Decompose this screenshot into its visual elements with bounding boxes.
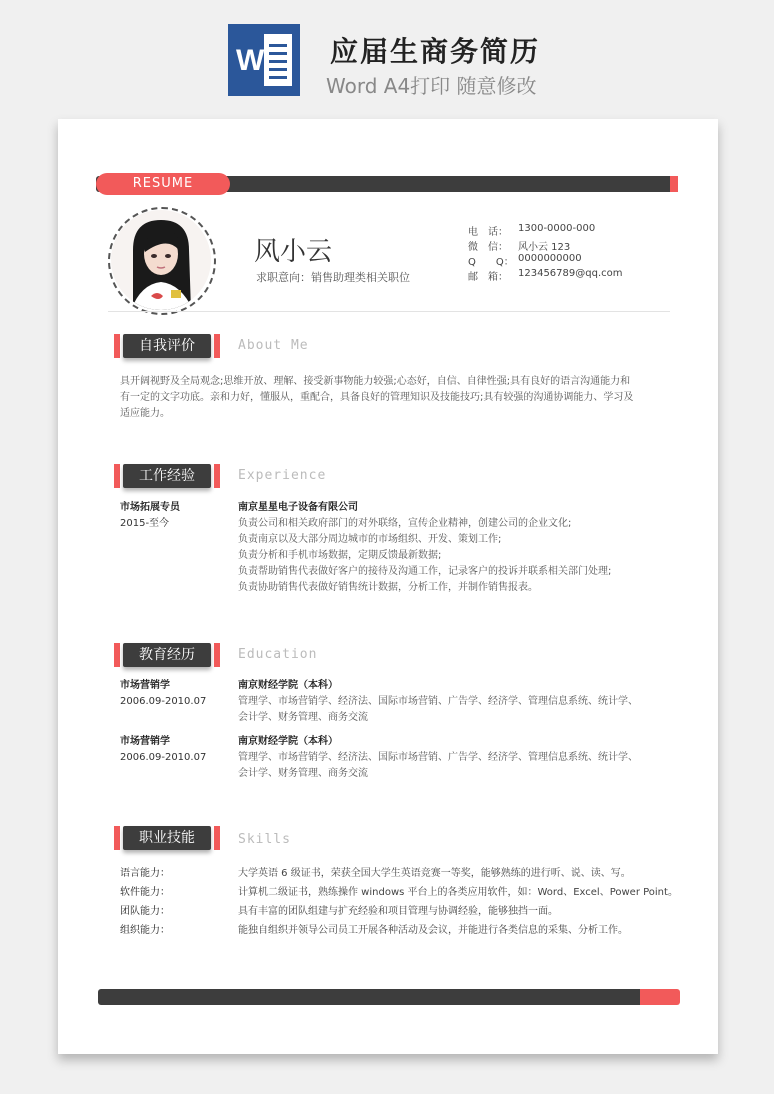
contact-info <box>468 223 623 283</box>
resume-page <box>58 119 718 1054</box>
word-icon <box>228 24 300 96</box>
education-detail-1: 南京财经学院（本科） 管理学、市场营销学、经济法、国际市场营销、广告学、经济学、管理信息系统、统计学、 会计学、财务管理、商务交流 <box>238 680 638 723</box>
header-divider <box>108 311 670 312</box>
section-header-about: 自我评价 <box>114 334 224 358</box>
word-icon-letter: W <box>236 44 265 77</box>
footer-bar-accent <box>640 989 680 1005</box>
template-banner <box>0 0 774 110</box>
contact-row-phone: 电 话： 1300-0000-000 <box>468 223 596 238</box>
contact-row-email: 邮 箱： 123456789@qq.com <box>468 268 623 283</box>
avatar <box>108 207 216 315</box>
footer-bar <box>98 989 660 1005</box>
section-en-experience: Experience <box>238 468 327 483</box>
contact-row-qq: Q Q： 0000000000 <box>468 253 582 268</box>
section-en-about: About Me <box>238 338 309 353</box>
skill-row-organization: 组织能力： 能独自组织并领导公司员工开展各种活动及会议，并能进行各类信息的采集、分析工作。 <box>120 925 628 936</box>
section-header-experience: 工作经验 <box>114 464 224 488</box>
education-detail-2: 南京财经学院（本科） 管理学、市场营销学、经济法、国际市场营销、广告学、经济学、管理信息系统、统计学、 会计学、财务管理、商务交流 <box>238 736 638 779</box>
banner-subtitle: Word A4打印 随意修改 <box>326 74 537 98</box>
banner-title: 应届生商务简历 <box>330 35 541 68</box>
skill-row-language: 语言能力： 大学英语 6 级证书，荣获全国大学生英语竞赛一等奖，能够熟练的进行听、说、读、写。 <box>120 868 631 879</box>
contact-row-wechat: 微 信： 风小云 123 <box>468 242 571 253</box>
section-header-skills: 职业技能 <box>114 826 224 850</box>
experience-detail: 南京星星电子设备有限公司 负责公司和相关政府部门的对外联络，宣传企业精神，创建公司的企业文化; 负责南京以及大部分周边城市的市场组织、开发、策划工作; 负责分析和手机市场数据，定期反馈最新数据; 负责帮助销售代表做好客户的接待及沟通工作，记录客户的投诉并联系相关部门处理; 负责协助销售代表做好销售统计数据，分析工作，并制作销售报表。 <box>238 502 612 593</box>
section-en-skills: Skills <box>238 832 291 847</box>
experience-meta: 市场拓展专员 2015-至今 <box>120 502 180 529</box>
section-en-education: Education <box>238 647 318 662</box>
about-text: 具开阔视野及全局观念;思维开放、理解、接受新事物能力较强;心态好，自信、自律性强;具有良好的语言沟通能力和 有一定的文字功底。亲和力好，懂服从，重配合，具备良好的管理知识及技能技巧;具有较强的沟通协调能力、学习及 适应能力。 <box>120 376 634 419</box>
avatar-portrait-icon <box>111 210 211 310</box>
skill-row-software: 软件能力： 计算机二级证书，熟练操作 windows 平台上的各类应用软件，如：Word、Excel、Power Point。 <box>120 887 678 898</box>
job-intent: 求职意向：销售助理类相关职位 <box>256 271 410 284</box>
section-header-education: 教育经历 <box>114 643 224 667</box>
education-meta-1: 市场营销学 2006.09-2010.07 <box>120 680 207 707</box>
skill-row-team: 团队能力： 具有丰富的团队组建与扩充经验和项目管理与协调经验，能够独挡一面。 <box>120 906 558 917</box>
candidate-name: 风小云 <box>254 237 333 267</box>
education-meta-2: 市场营销学 2006.09-2010.07 <box>120 736 207 763</box>
header-bar-accent <box>670 176 678 192</box>
resume-badge: RESUME <box>96 173 230 195</box>
